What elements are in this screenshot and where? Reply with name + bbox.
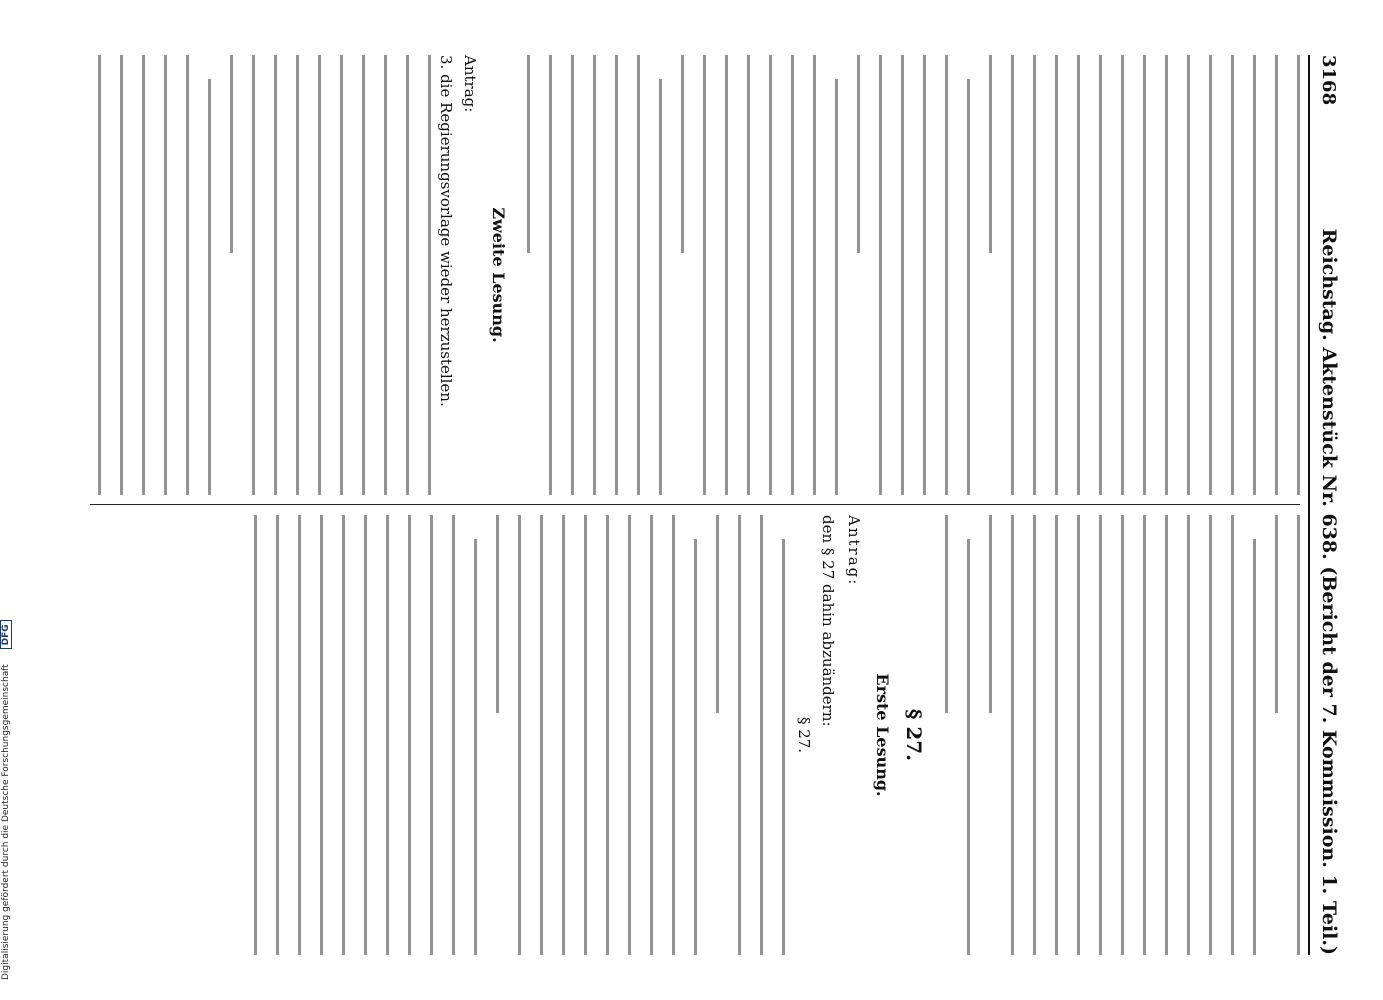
paragraph-label: § 27. xyxy=(795,716,813,754)
page-number: 3168 xyxy=(1318,55,1339,106)
section-heading: Zweite Lesung. xyxy=(489,207,508,343)
antrag-text: 3. die Regierungsvorlage wieder herzustellen. xyxy=(437,55,455,407)
right-column xyxy=(235,515,1300,955)
section-heading: § 27. xyxy=(902,708,926,762)
left-column xyxy=(79,55,1300,495)
antrag-text: den § 27 dahin abzuändern: xyxy=(819,515,837,727)
body-text-block xyxy=(98,55,431,495)
page-title: Reichstag. Aktenstück Nr. 638. (Bericht der 7. Kommission. 1. Teil.) xyxy=(1318,228,1340,955)
rotated-page xyxy=(80,55,1340,955)
dfg-logo-icon: DFG xyxy=(0,620,12,649)
body-text-block xyxy=(254,515,785,955)
credit-text: Digitalisierung gefördert durch die Deutsche Forschungsgemeinschaft xyxy=(1,664,11,980)
body-text-block xyxy=(945,515,1300,955)
body-text-block xyxy=(527,55,1300,495)
antrag-label: Antrag: xyxy=(845,515,863,587)
column-divider xyxy=(90,504,1300,505)
digitization-credit xyxy=(0,0,12,1000)
antrag-label: Antrag: xyxy=(461,55,479,113)
page-header xyxy=(1308,55,1340,955)
lesung-heading: Erste Lesung. xyxy=(873,673,892,797)
